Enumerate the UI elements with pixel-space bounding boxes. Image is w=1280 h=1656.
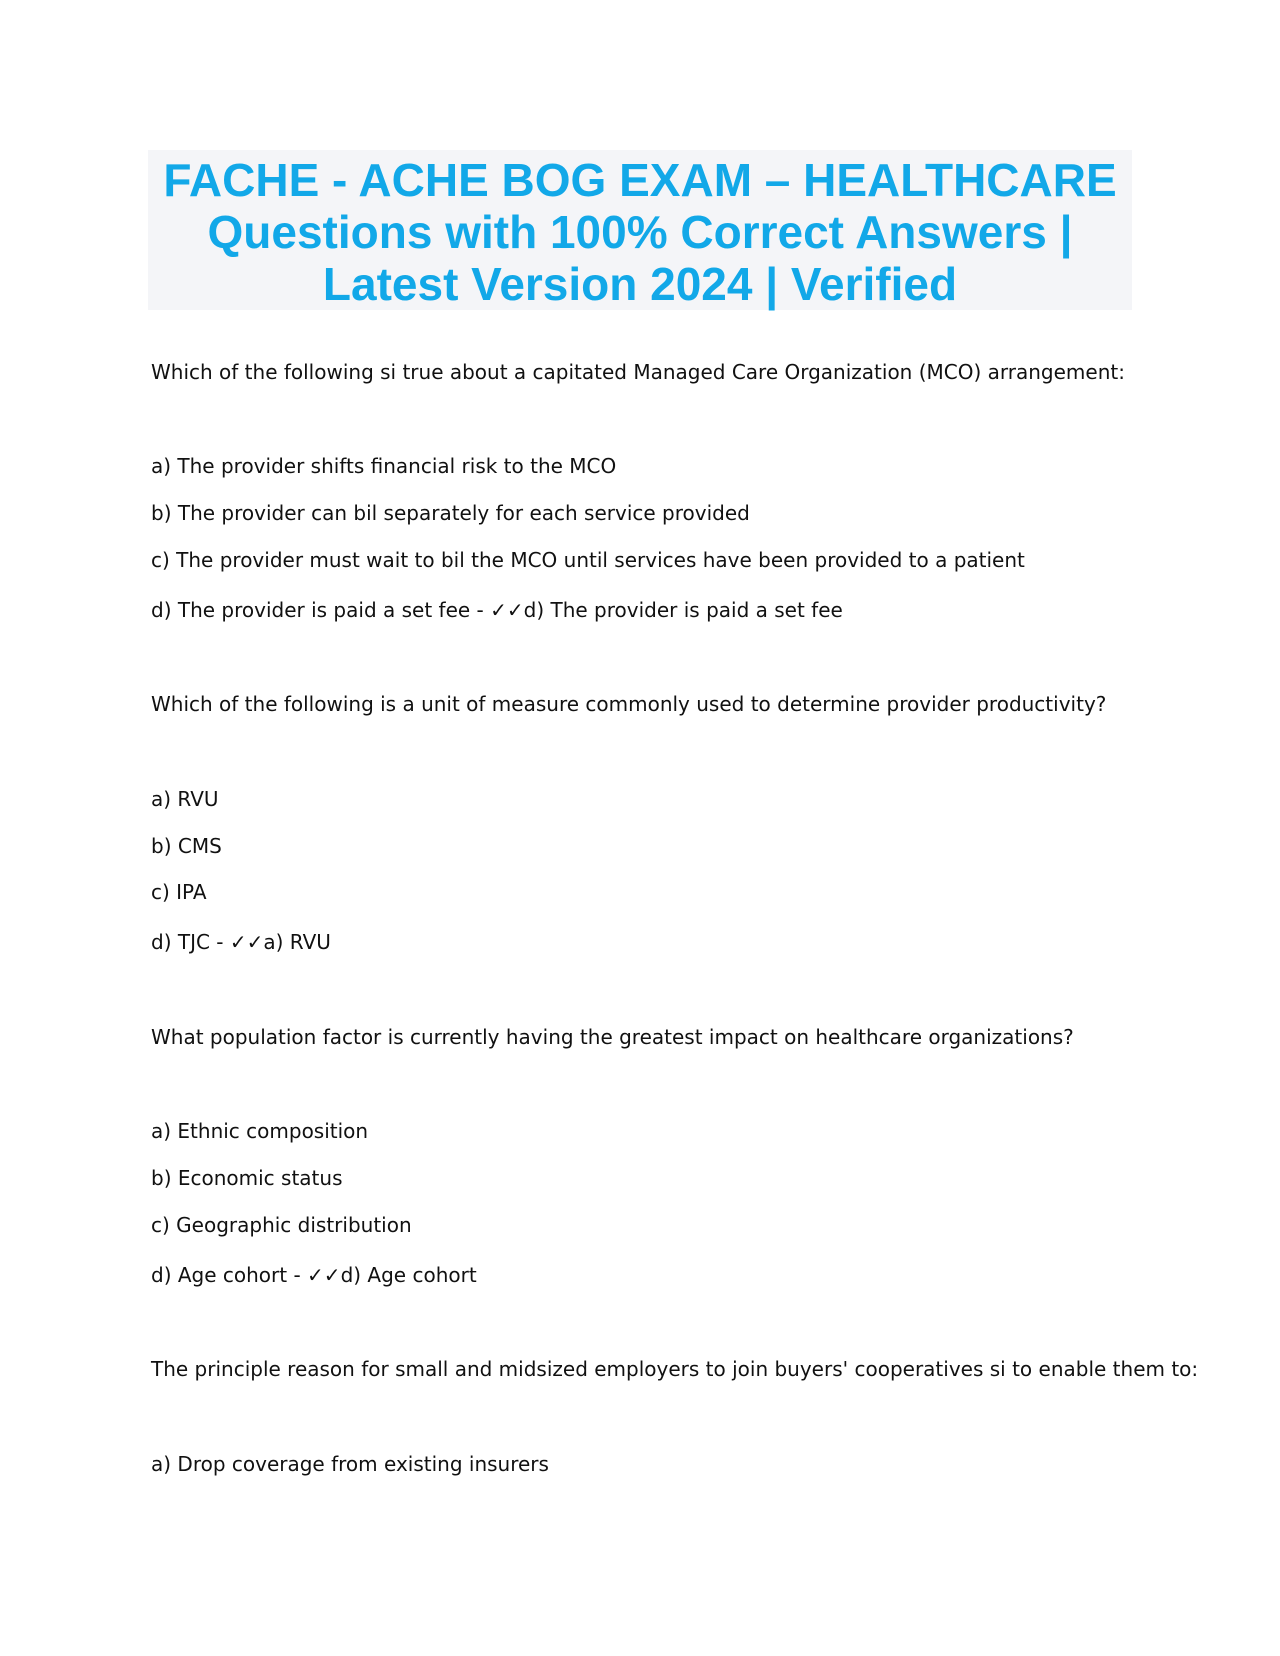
title-line-2: Questions with 100% Correct Answers | [207,206,1073,258]
question-3-option-d-with-answer [151,1261,477,1289]
question-2-option-d: d) TJC - [151,930,230,954]
question-3-option-d: d) Age cohort - [151,1263,308,1287]
question-1-option-c: c) The provider must wait to bil the MCO until services have been provided to a patient [151,548,1025,572]
question-1-text: Which of the following si true about a capitated Managed Care Organization (MCO) arrangement: [151,360,1125,384]
document-title-banner [148,150,1132,310]
question-4-option-a: a) Drop coverage from existing insurers [151,1452,549,1476]
question-4-text: The principle reason for small and midsized employers to join buyers' cooperatives si to enable them to: [151,1357,1199,1381]
question-3-option-b: b) Economic status [151,1166,343,1190]
title-line-3: Latest Version 2024 | Verified [322,258,958,310]
question-3-option-c: c) Geographic distribution [151,1213,412,1237]
check-mark-icon: ✓✓ [229,930,264,954]
question-3-answer: d) Age cohort [340,1263,477,1287]
question-2-option-a: a) RVU [151,787,219,811]
question-2-option-b: b) CMS [151,834,222,858]
question-2-text: Which of the following is a unit of measure commonly used to determine provider productivity? [151,692,1107,716]
title-line-1: FACHE - ACHE BOG EXAM – HEALTHCARE [163,154,1117,206]
question-1-option-d-with-answer [151,596,843,624]
question-2-option-d-with-answer [151,928,331,956]
question-1-option-b: b) The provider can bil separately for each service provided [151,501,750,525]
question-3-text: What population factor is currently having the greatest impact on healthcare organizations? [151,1025,1074,1049]
question-3-option-a: a) Ethnic composition [151,1119,369,1143]
question-1-answer: d) The provider is paid a set fee [523,598,843,622]
question-1-option-d: d) The provider is paid a set fee - [151,598,491,622]
question-2-option-c: c) IPA [151,880,207,904]
question-1-option-a: a) The provider shifts financial risk to the MCO [151,454,617,478]
check-mark-icon: ✓✓ [307,1263,341,1287]
check-mark-icon: ✓✓ [490,598,524,622]
question-2-answer: a) RVU [263,930,331,954]
